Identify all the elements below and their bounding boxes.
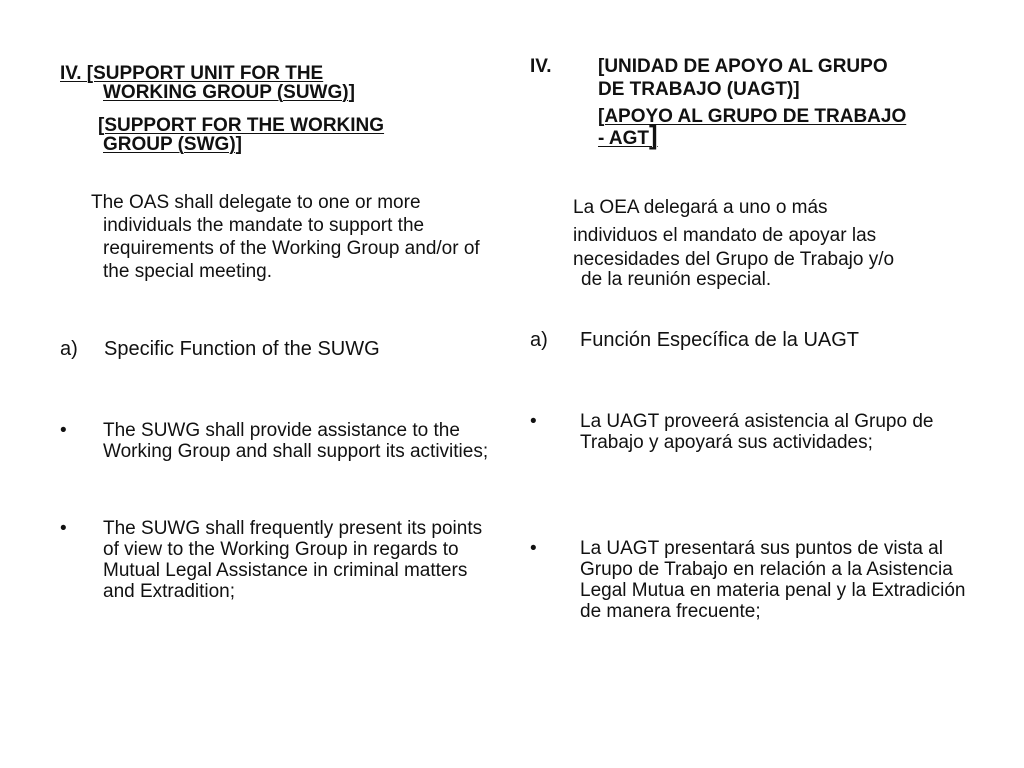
spanish-intro-line4: de la reunión especial.: [581, 269, 772, 290]
english-heading-line2: WORKING GROUP (SUWG)]: [103, 82, 355, 103]
bullet-icon: •: [530, 538, 537, 559]
list-item: [530, 538, 970, 654]
spanish-intro-line1: La OEA delegará a uno o más: [573, 197, 828, 218]
english-subheading-marker: a): [60, 338, 78, 360]
english-subheading-text: Specific Function of the SUWG: [104, 338, 380, 360]
bullet-icon: •: [60, 420, 67, 441]
list-item-text: The SUWG shall frequently present its points of view to the Working Group in regards to Mutual Legal Assistance in criminal matters and Extradition;: [103, 518, 483, 602]
english-heading-support-for-working-group: [98, 116, 458, 154]
english-heading2-line1: [SUPPORT FOR THE WORKING: [98, 115, 385, 136]
spanish-heading-apoyo-al-grupo: [598, 107, 998, 148]
english-subheading: [60, 338, 500, 364]
spanish-heading2-line2: - AGT: [598, 128, 650, 149]
spanish-subheading-text: Función Específica de la UAGT: [580, 329, 860, 351]
list-item-text: La UAGT proveerá asistencia al Grupo de Trabajo y apoyará sus actividades;: [580, 411, 934, 453]
spanish-intro-line3: necesidades del Grupo de Trabajo y/o: [573, 249, 895, 270]
bullet-icon: •: [530, 411, 537, 432]
spanish-heading-unidad-de-apoyo: [530, 56, 970, 100]
spanish-subheading-marker: a): [530, 329, 548, 351]
spanish-heading2-line1: [APOYO AL GRUPO DE TRABAJO: [598, 106, 907, 127]
list-item-text: La UAGT presentará sus puntos de vista al Grupo de Trabajo en relación a la Asistencia Legal Mutua en materia penal y la Extradición de manera frecuente;: [580, 538, 966, 622]
spanish-subheading: [530, 329, 970, 355]
spanish-heading-number: IV.: [530, 56, 552, 77]
english-heading-line1: IV. [SUPPORT UNIT FOR THE: [60, 63, 324, 84]
spanish-intro-line2: individuos el mandato de apoyar las: [573, 225, 877, 246]
spanish-heading2-bracket: ]: [649, 120, 658, 150]
english-intro-paragraph: The OAS shall delegate to one or more individuals the mandate to support the requirements of the Working Group and/or of the special meeting.: [91, 192, 480, 282]
bullet-icon: •: [60, 518, 67, 539]
list-item: [60, 420, 500, 490]
english-heading2-line2: GROUP (SWG)]: [103, 134, 242, 155]
list-item-text: The SUWG shall provide assistance to the Working Group and shall support its activities;: [103, 420, 489, 462]
list-item: [60, 518, 500, 610]
spanish-heading-line1: [UNIDAD DE APOYO AL GRUPO: [598, 56, 888, 77]
spanish-column: [512, 0, 1024, 768]
list-item: [530, 411, 970, 481]
english-heading-support-unit: [60, 64, 460, 102]
spanish-heading-line2: DE TRABAJO (UAGT)]: [598, 79, 800, 100]
spanish-intro-paragraph: [573, 194, 983, 290]
